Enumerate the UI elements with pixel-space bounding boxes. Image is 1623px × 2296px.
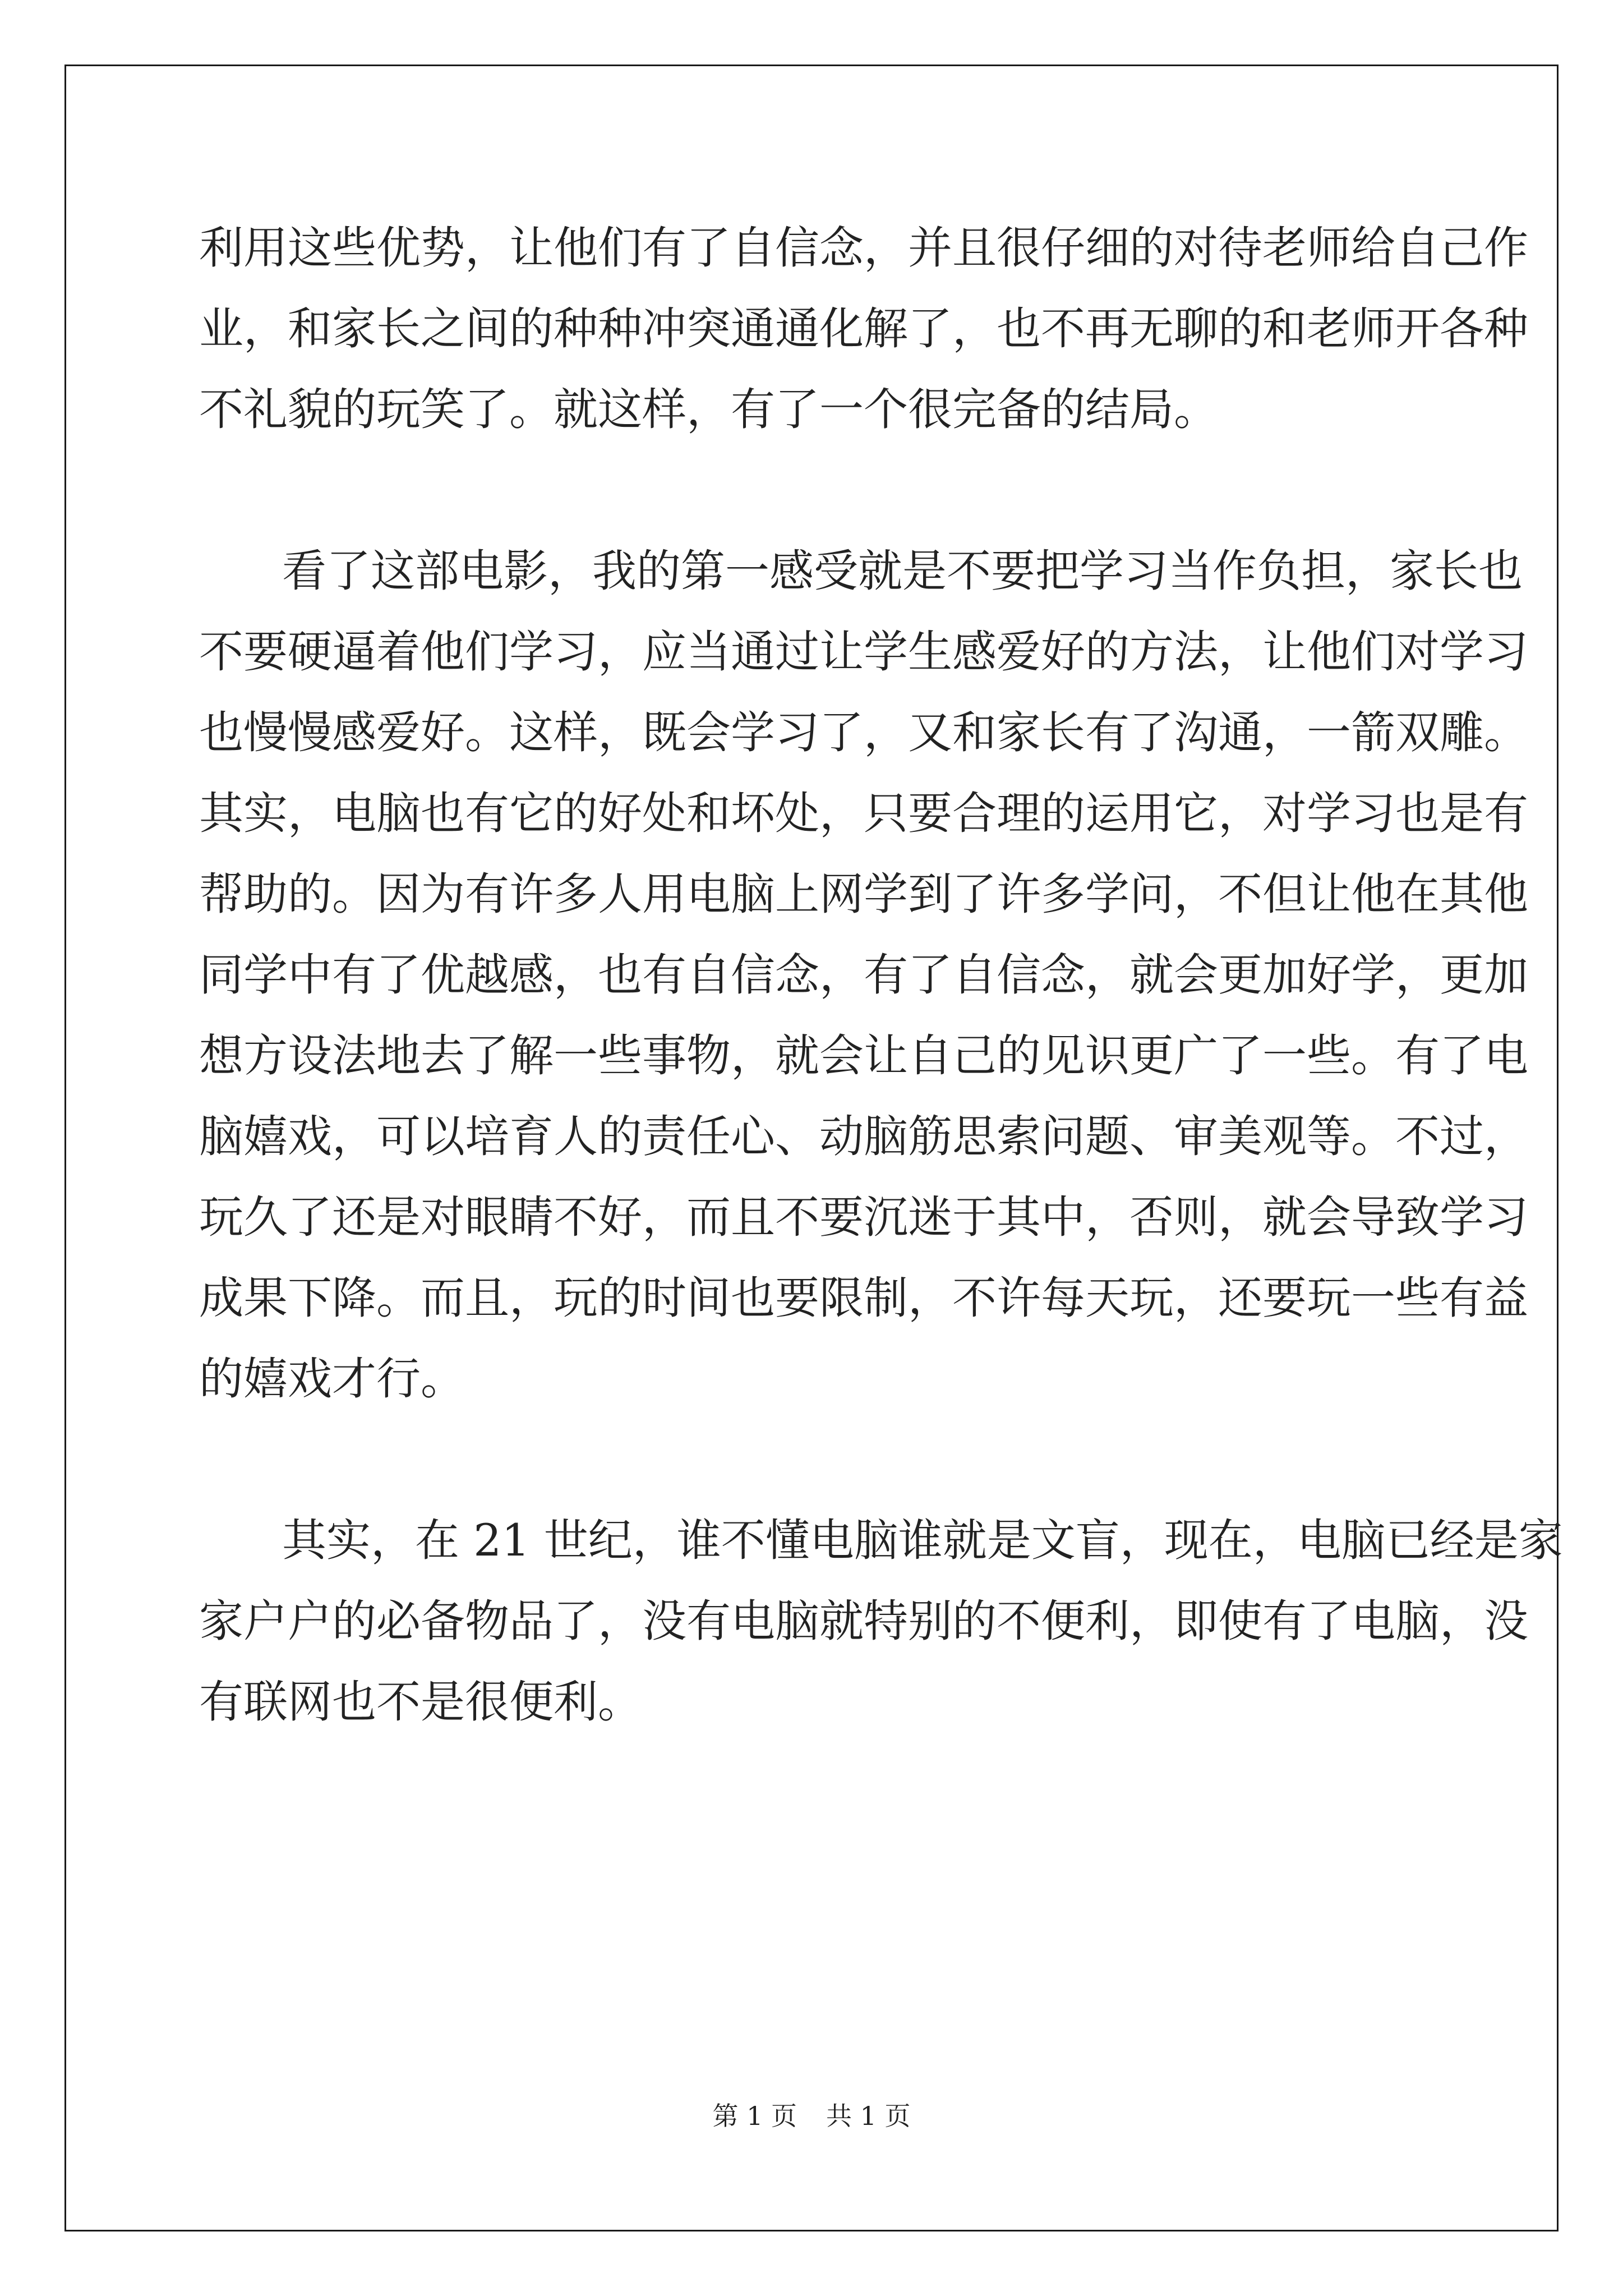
text-line: 利用这些优势，让他们有了自信念，并且很仔细的对待老师给自己作 bbox=[199, 222, 1528, 274]
text-line: 其实，电脑也有它的好处和坏处，只要合理的运用它，对学习也是有 bbox=[199, 788, 1528, 839]
paragraph-gap bbox=[199, 450, 1427, 531]
document-body bbox=[199, 208, 1563, 1742]
text-line: 看了这部电影，我的第一感受就是不要把学习当作负担，家长也 bbox=[282, 545, 1523, 597]
text-line: 玩久了还是对眼睛不好，而且不要沉迷于其中，否则，就会导致学习 bbox=[199, 1191, 1528, 1243]
text-line: 不要硬逼着他们学习，应当通过让学生感爱好的方法，让他们对学习 bbox=[199, 626, 1528, 678]
text-line: 业，和家长之间的种种冲突通通化解了，也不再无聊的和老师开各种 bbox=[199, 303, 1528, 355]
text-line: 的嬉戏才行。 bbox=[199, 1353, 465, 1405]
text-line: 脑嬉戏，可以培育人的责任心、动脑筋思索问题、审美观等。不过， bbox=[199, 1111, 1528, 1162]
text-line: 不礼貌的玩笑了。就这样，有了一个很完备的结局。 bbox=[199, 384, 1218, 435]
text-line: 成果下降。而且，玩的时间也要限制，不许每天玩，还要玩一些有益 bbox=[199, 1272, 1528, 1324]
text-line: 同学中有了优越感，也有自信念，有了自信念，就会更加好学，更加 bbox=[199, 949, 1528, 1001]
text-line: 其实，在 21 世纪，谁不懂电脑谁就是文盲，现在，电脑已经是家 bbox=[282, 1515, 1563, 1566]
text-line: 家户户的必备物品了，没有电脑就特别的不便利，即使有了电脑，没 bbox=[199, 1595, 1528, 1647]
text-line: 帮助的。因为有许多人用电脑上网学到了许多学问，不但让他在其他 bbox=[199, 868, 1528, 920]
text-line: 有联网也不是很便利。 bbox=[199, 1676, 642, 1728]
page-total: 共 1 页 bbox=[826, 2101, 911, 2131]
page-number: 第 1 页 bbox=[712, 2101, 797, 2131]
page-footer bbox=[0, 2099, 1623, 2133]
text-line: 想方设法地去了解一些事物，就会让自己的见识更广了一些。有了电 bbox=[199, 1030, 1528, 1082]
paragraph-gap bbox=[199, 1419, 1427, 1500]
text-line: 也慢慢感爱好。这样，既会学习了，又和家长有了沟通，一箭双雕。 bbox=[199, 707, 1528, 758]
